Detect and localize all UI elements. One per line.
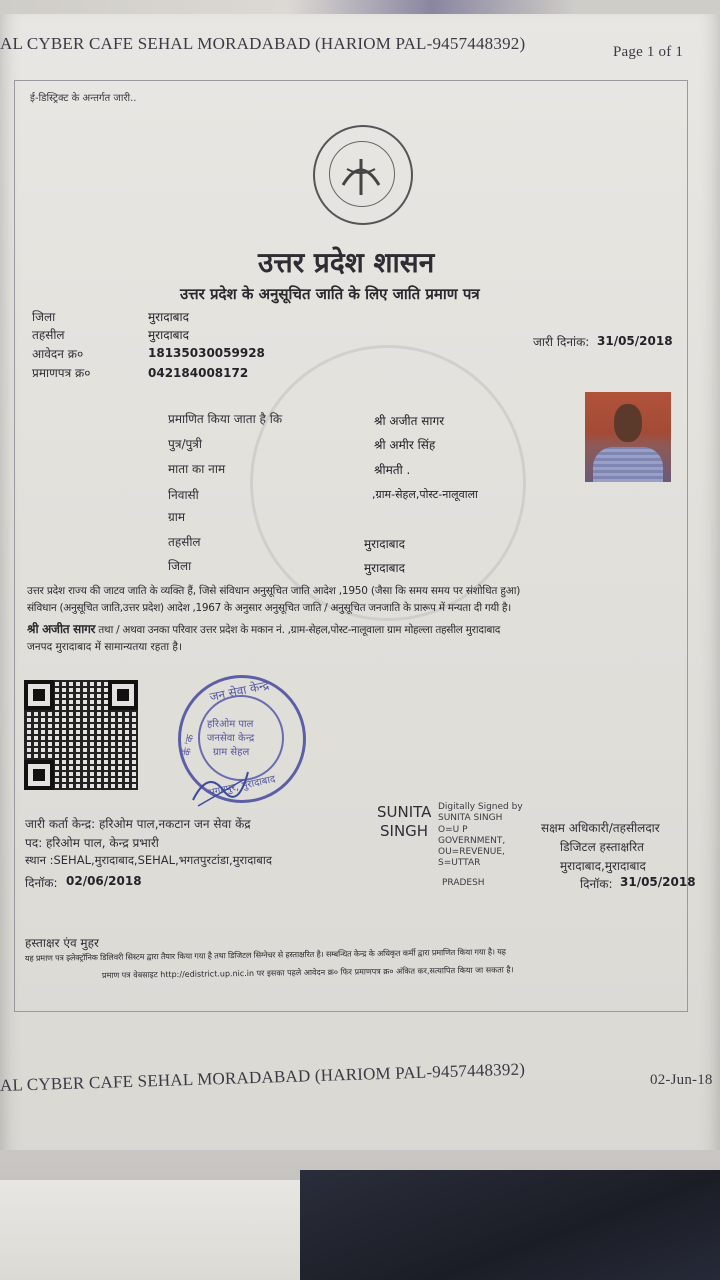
signature-and-seal-label: हस्ताक्षर एंव मुहर bbox=[25, 936, 99, 950]
digital-sign-text-1: Digitally Signed by bbox=[438, 802, 523, 812]
field-label-tehsil: तहसील bbox=[32, 328, 65, 342]
footer-date: 02-Jun-18 bbox=[650, 1072, 713, 1088]
up-government-emblem bbox=[313, 125, 413, 225]
detail-value-mother: श्रीमती . bbox=[374, 463, 411, 477]
authority-line-3: मुरादाबाद,मुरादाबाद bbox=[560, 859, 646, 873]
authority-line-1: सक्षम अधिकारी/तहसीलदार bbox=[541, 821, 660, 835]
seal-text-line3: ग्राम सेहल bbox=[213, 747, 250, 758]
field-value-application-no: 18135030059928 bbox=[148, 346, 265, 360]
para-line-1: उत्तर प्रदेश राज्य की जाटव जाति के व्यक्ति हैं, जिसे संविधान अनुसूचित जाति आदेश ,1950 (जैसा कि समय समय पर संशोधित हुआ) bbox=[27, 585, 521, 597]
header-cafe-line: AL CYBER CAFE SEHAL MORADABAD (HARIOM PAL-9457448392) bbox=[0, 34, 526, 53]
background-cloth bbox=[0, 1180, 300, 1280]
para-name: श्री अजीत सागर bbox=[27, 622, 96, 636]
issuer-date-label: दिनॉक: bbox=[25, 876, 58, 890]
field-label-certificate-no: प्रमाणपत्र क्र० bbox=[32, 366, 91, 380]
disclaimer-line-2: प्रमाण पत्र वेबसाइट http://edistrict.up.nic.in पर इसका पहले आवेदन क्र० फिर प्रमाणपत्र क्र० अंकित कर,सत्यापित किया जा सकता है। bbox=[101, 965, 514, 980]
authority-date-label: दिनॉक: bbox=[580, 877, 613, 891]
page-number: Page 1 of 1 bbox=[613, 44, 684, 60]
digital-sign-text-6: S=UTTAR bbox=[438, 858, 481, 868]
detail-label-son-of: पुत्र/पुत्री bbox=[168, 437, 203, 451]
detail-value-district: मुरादाबाद bbox=[364, 561, 406, 575]
qr-code bbox=[24, 680, 138, 790]
disclaimer-line-1: यह प्रमाण पत्र इलेक्ट्रॉनिक डिलिवरी सिस्टम द्वारा तैयार किया गया है तथा डिजिटल सिग्नेचर से हस्ताक्षरित है। सम्बन्धित केन्द्र के अधिकृत कर्मी द्वारा प्रमाणित किया गया है। यह bbox=[24, 947, 506, 963]
issue-date-label: जारी दिनांक: bbox=[533, 335, 590, 349]
handwritten-signature bbox=[188, 760, 258, 810]
detail-label-certified: प्रमाणित किया जाता है कि bbox=[168, 412, 283, 426]
issuer-date: 02/06/2018 bbox=[66, 874, 142, 888]
seal-text-bottom: भगतपुर, मुरादाबाद bbox=[206, 773, 277, 799]
issuer-post: पद: हरिओम पाल, केन्द्र प्रभारी bbox=[25, 836, 159, 850]
detail-label-district: जिला bbox=[168, 559, 192, 573]
watermark-emblem bbox=[250, 345, 526, 621]
para-line-3-rest: तथा / अथवा उनका परिवार उत्तर प्रदेश के मकान नं. ,ग्राम-सेहल,पोस्ट-नालूवाला ग्राम मोहल्ला तहसील मुरादाबाद bbox=[98, 624, 501, 636]
digital-sign-name-2: SINGH bbox=[380, 822, 429, 840]
detail-value-resident: ,ग्राम-सेहल,पोस्ट-नालूवाला bbox=[372, 488, 478, 501]
digital-sign-text-4: GOVERNMENT, bbox=[438, 836, 506, 846]
field-label-district: जिला bbox=[32, 310, 56, 324]
digital-sign-text-3: O=U P bbox=[438, 825, 468, 835]
detail-label-mother: माता का नाम bbox=[168, 462, 226, 476]
detail-label-resident: निवासी bbox=[168, 488, 199, 502]
seal-text-line2: जनसेवा केन्द्र bbox=[207, 733, 255, 744]
field-value-district: मुरादाबाद bbox=[148, 310, 190, 324]
detail-value-father: श्री अमीर सिंह bbox=[374, 438, 436, 452]
detail-value-name: श्री अजीत सागर bbox=[374, 414, 445, 428]
para-line-2: संविधान (अनुसूचित जाति,उत्तर प्रदेश) आदेश ,1967 के अनुसार अनुसूचित जाति / अनुसूचित जनजाति के प्रारूप में मन्यता दी गयी है। bbox=[27, 602, 511, 614]
field-value-certificate-no: 042184008172 bbox=[148, 366, 249, 380]
top-edge bbox=[0, 0, 720, 14]
seal-text-left: कें 'क bbox=[181, 733, 197, 757]
field-value-tehsil: मुरादाबाद bbox=[148, 328, 190, 342]
digital-sign-text-7: PRADESH bbox=[442, 878, 485, 888]
background-dark-object bbox=[300, 1170, 720, 1280]
detail-label-village: ग्राम bbox=[168, 510, 186, 524]
digital-sign-text-5: OU=REVENUE, bbox=[438, 847, 505, 857]
applicant-photo bbox=[585, 392, 671, 482]
issuer-place: स्थान :SEHAL,मुरादाबाद,SEHAL,भगतपुरटांडा,मुरादाबाद bbox=[25, 853, 272, 867]
digital-sign-name-1: SUNITA bbox=[377, 803, 432, 821]
para-line-3 bbox=[27, 620, 500, 637]
issue-date: 31/05/2018 bbox=[597, 334, 673, 348]
para-line-4: जनपद मुरादाबाद में सामान्यतया रहता है। bbox=[27, 641, 182, 653]
seal-text-top: जन सेवा केन्द्र bbox=[208, 677, 271, 705]
detail-label-tehsil: तहसील bbox=[168, 535, 201, 549]
digital-sign-text-2: SUNITA SINGH bbox=[438, 813, 503, 823]
authority-line-2: डिजिटल हस्ताक्षरित bbox=[560, 840, 644, 854]
issued-under-text: ई-डिस्ट्रिक्ट के अन्तर्गत जारी.. bbox=[30, 93, 137, 104]
detail-value-tehsil: मुरादाबाद bbox=[364, 537, 406, 551]
footer-cafe-line: AL CYBER CAFE SEHAL MORADABAD (HARIOM PAL-9457448392) bbox=[0, 1059, 526, 1095]
government-title: उत्तर प्रदेश शासन bbox=[258, 246, 435, 279]
certificate-subtitle: उत्तर प्रदेश के अनुसूचित जाति के लिए जाति प्रमाण पत्र bbox=[180, 285, 480, 303]
seal-text-line1: हरिओम पाल bbox=[207, 719, 254, 730]
authority-date: 31/05/2018 bbox=[620, 875, 696, 889]
field-label-application-no: आवेदन क्र० bbox=[32, 347, 84, 361]
issuer-center: जारी कर्ता केन्द्र: हरिओम पाल,नकटान जन सेवा केंद्र bbox=[25, 817, 251, 831]
